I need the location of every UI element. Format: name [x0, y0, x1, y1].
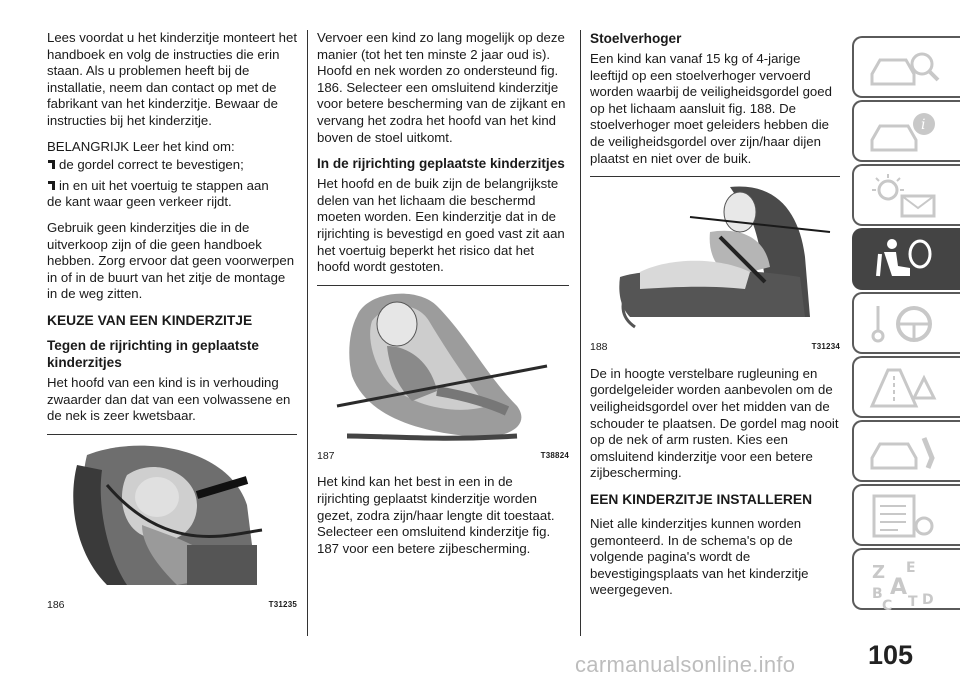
figure-code: T38824 [540, 450, 569, 460]
tab-starting-driving[interactable] [852, 292, 960, 354]
airbag-seat-icon [866, 236, 946, 284]
important-note: BELANGRIJK Leer het kind om: [47, 138, 235, 154]
subsection-heading: Stoelverhoger [590, 31, 682, 46]
alphabet-index-icon [866, 556, 946, 612]
bullet-icon [47, 180, 56, 191]
paragraph: Niet alle kinderzitjes kunnen worden gemonteerd. In de schema's op de volgende pagina's wordt de bevestigingsplaats van het kinderzitje weergegeven. [590, 515, 809, 598]
bullet-item: in en uit het voertuig te stappen aan [47, 178, 297, 195]
subsection-heading: Tegen de rijrichting in geplaatste kinderzitjes [47, 337, 259, 370]
column-divider [580, 30, 581, 636]
tab-index[interactable] [852, 548, 960, 610]
figure-code: T31235 [268, 599, 297, 609]
intro-paragraph: Lees voordat u het kinderzitje monteert het handboek en volg de instructies die erin staan. Als u problemen heeft bij de installatie, neem dan contact op met de fabrikant van het kinderzitje. Bewaar de instructies bij het kinderzitje. [47, 30, 297, 128]
paragraph: Vervoer een kind zo lang mogelijk op deze manier (tot het ten minste 2 jaar oud is). Hoofd en nek worden zo ondersteund fig. 186. Selecteer een omsluitend kinderzitje voor betere bescherming van de zijkant en vervang het zodra het hoofd van het kind boven de stoel uitkomt. [317, 30, 566, 145]
paragraph: Het hoofd van een kind is in verhouding zwaarder dan dat van een volwassene en de nek is zeer kwetsbaar. [47, 374, 291, 424]
svg-text:C: C [882, 598, 893, 612]
section-heading: EEN KINDERZITJE INSTALLEREN [590, 491, 813, 507]
svg-text:T: T [908, 594, 918, 610]
car-wrench-icon [866, 428, 946, 476]
figure-186 [47, 434, 297, 614]
column-divider [307, 30, 308, 636]
booster-seat-illustration [590, 177, 840, 337]
paragraph: De in hoogte verstelbare rugleuning en gordelgeleider worden aanbevolen om de veiligheidsgordel over het midden van de schouder te plaatsen. De gordel mag nooit op de nek of arm rusten. Kies een omsluitend kinderzitje voor een betere zijbescherming. [590, 365, 839, 481]
tab-emergency[interactable] [852, 356, 960, 418]
figure-caption [590, 337, 840, 356]
paragraph: Het hoofd en de buik zijn de belangrijkste delen van het lichaam die beschermd moeten worden. Een kinderzitje dat in de rijrichting is bevestigd en goed vast zit aan het voertuig beperkt het risico dat het hoofd wordt gestoten. [317, 176, 565, 275]
road-warning-icon [866, 364, 946, 412]
bullet-continuation: de kant waar geen verkeer rijdt. [47, 194, 232, 210]
figure-caption [47, 595, 297, 614]
figure-188 [590, 176, 840, 356]
bullet-item: de gordel correct te bevestigen; [47, 157, 297, 174]
column-right [590, 30, 840, 608]
car-magnifier-icon [866, 44, 946, 92]
checklist-icon [866, 492, 946, 540]
figure-caption [317, 446, 569, 465]
svg-text:A: A [890, 575, 908, 600]
column-middle [317, 30, 569, 566]
column-left [47, 30, 297, 623]
svg-text:i: i [921, 117, 926, 133]
tab-safety[interactable] [852, 228, 960, 290]
key-steering-wheel-icon [866, 300, 946, 348]
figure-187 [317, 285, 569, 465]
paragraph: Een kind kan vanaf 15 kg of 4-jarige leeftijd op een stoelverhoger vervoerd worden waarbij de veiligheidsgordel goed op het lichaam aansluit fig. 188. De stoelverhoger moet geleiders hebben die de veiligheidsgordel over zijn/haar dijen plaatst en niet over de buik. [590, 51, 832, 166]
figure-number: 188 [590, 341, 608, 354]
svg-text:B: B [872, 586, 883, 602]
figure-code: T31234 [811, 342, 840, 352]
tab-technical-data[interactable] [852, 484, 960, 546]
tab-maintenance[interactable] [852, 420, 960, 482]
figure-number: 187 [317, 449, 335, 462]
watermark-footer: carmanualsonline.info [575, 652, 796, 677]
subsection-heading: In de rijrichting geplaatste kinderzitjes [317, 156, 565, 172]
tab-car-info[interactable] [852, 100, 960, 162]
forward-facing-child-seat-illustration [317, 286, 569, 446]
svg-text:Z: Z [872, 562, 886, 583]
section-heading: KEUZE VAN EEN KINDERZITJE [47, 312, 253, 328]
car-info-icon [866, 108, 946, 156]
tab-warning-lights[interactable] [852, 164, 960, 226]
page-number: 105 [868, 640, 914, 670]
bullet-icon [47, 159, 56, 170]
paragraph: Het kind kan het best in een in de rijrichting geplaatst kinderzitje worden gezet, zodra zijn/haar lengte dit toestaat. Selecteer een omsluitend kinderzitje fig. 187 voor een betere zijbescherming. [317, 474, 555, 556]
figure-number: 186 [47, 598, 65, 611]
rear-facing-child-seat-illustration [47, 435, 297, 595]
tab-car-magnifier[interactable] [852, 36, 960, 98]
svg-text:D: D [922, 592, 934, 608]
svg-text:E: E [906, 560, 916, 576]
paragraph: Gebruik geen kinderzitjes die in de uitverkoop zijn of die geen handboek hebben. Zorg ervoor dat geen voorwerpen in of in de buurt van het zitje de montage in de weg zitten. [47, 219, 295, 302]
warning-light-envelope-icon [866, 172, 946, 220]
chapter-tabs [852, 0, 960, 678]
